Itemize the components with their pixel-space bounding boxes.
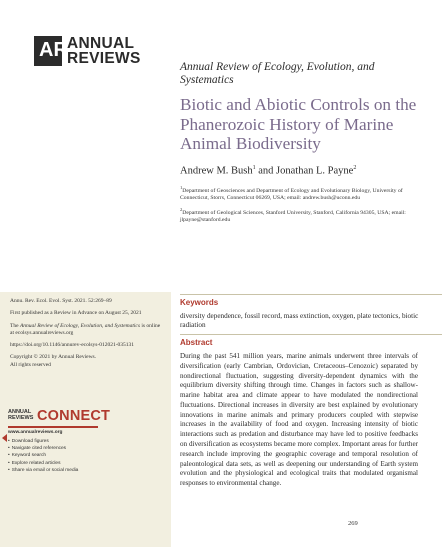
divider (180, 334, 442, 335)
abstract-heading: Abstract (180, 338, 213, 347)
journal-name: Annual Review of Ecology, Evolution, and Systematics (180, 61, 375, 86)
connect-rule (8, 426, 98, 428)
divider (180, 294, 442, 295)
connect-list (8, 438, 78, 474)
affiliation: $^2$Department of Geological Sciences, Stanford University, Stanford, California 94305, USA; email: jlpayne@stanford.edu (180, 207, 406, 224)
list-item[interactable]: • Navigate cited references (8, 445, 78, 452)
citation: Annu. Rev. Ecol. Evol. Syst. 2021. 52:269–89 (10, 298, 112, 304)
arrow-icon (2, 434, 7, 442)
online-info: The Annual Review of Ecology, Evolution, and Systematics is online at ecolsys.annualreviews.org (10, 322, 161, 336)
copyright: Copyright © 2021 by Annual Reviews. All rights reserved (10, 354, 97, 368)
list-item[interactable]: • Download figures (8, 438, 78, 445)
doi-link[interactable]: https://doi.org/10.1146/annurev-ecolsys-012021-035131 (10, 342, 135, 349)
page-number: 269 (348, 520, 358, 527)
abstract-text: During the past 541 million years, marine animals underwent three intervals of diversification (early Cambrian, Ordovician, Cretaceous–Cenozoic) separated by nondirectional fluctuation, suggesting diversity-dependent dynamics with the equilibrium diversity shifting through time. Changes in factors such as shallow-marine habitat area and climate appear to have modulated the nondirectional fluctuations. Directional increases in diversity are best explained by evolutionary innovations in marine animals and primary producers coupled with stepwise increases in the availability of food and oxygen. Increasing intensity of biotic interactions such as predation and disturbance may have led to positive feedbacks on diversification as ecosystems became more complex. Important areas for further research include improving the geographic coverage and temporal resolution of paleontological data sets, as well as deepening our understanding of Earth system evolution and the physiological and ecological traits that modulated organismal responses to environmental change. (180, 352, 418, 488)
connect-url[interactable]: www.annualreviews.org (8, 430, 63, 435)
keywords-heading: Keywords (180, 298, 219, 307)
article-title: Biotic and Abiotic Controls on the Phanerozoic History of Marine Animal Biodiversity (180, 95, 417, 153)
author-name: Jonathan L. Payne (276, 165, 354, 177)
list-item[interactable]: • Share via email or social media (8, 467, 78, 474)
list-item[interactable]: • Keyword search (8, 452, 78, 459)
annual-reviews-logo (34, 36, 146, 68)
citation-info (10, 298, 165, 374)
first-published: First published as a Review in Advance on August 25, 2021 (10, 310, 142, 317)
list-item[interactable]: • Explore related articles (8, 460, 78, 467)
authors: Andrew M. Bush$^1$ and Jonathan L. Payne$^2$ (180, 165, 357, 177)
connect-brand: CONNECT (37, 408, 111, 424)
author-name: Andrew M. Bush (180, 165, 253, 177)
keywords-text: diversity dependence, fossil record, mass extinction, oxygen, plate tectonics, biotic radiation (180, 312, 419, 330)
connect-logo-text: ANNUAL REVIEWS (8, 409, 34, 421)
logo-mark: AR (34, 36, 62, 66)
affiliation: $^1$Department of Geosciences and Department of Ecology and Evolutionary Biology, University of Connecticut, Storrs, Connecticut 06269, USA; email: andrew.bush@uconn.edu (180, 185, 403, 202)
logo-wordmark: ANNUAL REVIEWS (67, 35, 141, 67)
